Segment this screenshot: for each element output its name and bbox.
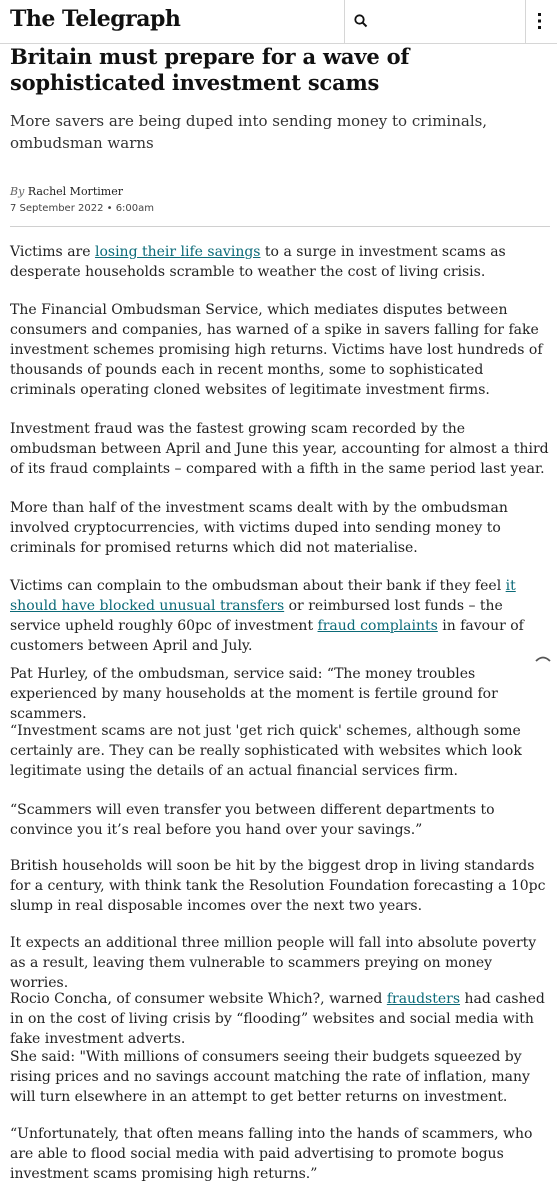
paragraph-text: had cashed in on the cost of living crisis by “flooding” websites and social media with fake investment adverts. (10, 991, 545, 1047)
inline-link[interactable]: fraud complaints (317, 618, 438, 634)
author-name[interactable]: Rachel Mortimer (27, 185, 123, 198)
paragraph-text: Rocio Concha, of consumer website Which?, warned (10, 991, 387, 1007)
paragraph-text: or reimbursed lost funds – the service upheld roughly 60pc of investment (10, 598, 503, 634)
paragraph-text: to a surge in investment scams as desperate households scramble to weather the cost of living crisis. (10, 244, 506, 280)
article-paragraph (10, 856, 550, 916)
byline (10, 185, 123, 198)
article-paragraph (10, 989, 550, 1049)
article-paragraph (10, 300, 550, 400)
paragraph-text: “Unfortunately, that often means falling into the hands of scammers, who are able to flood social media with paid advertising to promote bogus investment scams promising high returns.” (10, 1126, 533, 1182)
paragraph-text: Victims can complain to the ombudsman about their bank if they feel (10, 578, 506, 594)
paragraph-text: “Scammers will even transfer you between different departments to convince you it’s real before you hand over your savings.” (10, 802, 495, 838)
header-divider (10, 226, 550, 227)
paragraph-text: in favour of customers between April and July. (10, 618, 524, 654)
article-paragraph (10, 664, 550, 724)
paragraph-text: British households will soon be hit by the biggest drop in living standards for a century, with think tank the Resolution Foundation forecasting a 10pc slump in real disposable incomes over the next two years. (10, 858, 546, 914)
scroll-up-icon[interactable] (534, 653, 552, 663)
more-menu-icon (538, 12, 552, 30)
paragraph-text: Investment fraud was the fastest growing scam recorded by the ombudsman between April and June this year, accounting for almost a third of its fraud complaints – compared with a fifth in the same period last year. (10, 421, 549, 477)
site-logo[interactable]: The Telegraph (10, 6, 181, 32)
inline-link[interactable]: losing their life savings (94, 244, 261, 260)
article-paragraph (10, 721, 550, 781)
menu-button[interactable] (526, 0, 557, 44)
paragraph-text: Victims are (10, 244, 95, 260)
article-paragraph (10, 498, 550, 558)
article-standfirst: More savers are being duped into sending money to criminals, ombudsman warns (10, 112, 488, 152)
article-paragraph (10, 800, 550, 840)
paragraph-text: More than half of the investment scams dealt with by the ombudsman involved cryptocurrencies, with victims duped into sending money to criminals for promised returns which did not materialise. (10, 500, 508, 556)
publish-date: 7 September 2022 • 6:00am (10, 203, 155, 214)
article-paragraph (10, 1047, 550, 1107)
article-headline: Britain must prepare for a wave of sophisticated investment scams (10, 44, 410, 95)
byline-prefix: By (10, 185, 25, 198)
article-paragraph (10, 576, 550, 656)
top-navigation-bar (0, 0, 557, 44)
paragraph-text: “Investment scams are not just 'get rich quick' schemes, although some certainly are. They can be really sophisticated with websites which look legitimate using the details of an actual financial services firm. (10, 723, 522, 779)
paragraph-text: It expects an additional three million people will fall into absolute poverty as a result, leaving them vulnerable to scammers preying on money worries. (10, 935, 537, 991)
article-paragraph (10, 419, 550, 479)
inline-link[interactable]: fraudsters (386, 991, 460, 1007)
paragraph-text: Pat Hurley, of the ombudsman, service said: “The money troubles experienced by many households at the moment is fertile ground for scammers. (10, 666, 498, 722)
paragraph-text: She said: "With millions of consumers seeing their budgets squeezed by rising prices and no savings account matching the rate of inflation, many will turn elsewhere in an attempt to get better returns on investment. (10, 1049, 530, 1105)
article-paragraph (10, 242, 550, 282)
search-icon (353, 13, 369, 29)
article-paragraph (10, 933, 550, 993)
paragraph-text: The Financial Ombudsman Service, which mediates disputes between consumers and companies, has warned of a spike in savers falling for fake investment schemes promising high returns. Victims have lost hundreds of thousands of pounds each in recent months, some to sophisticated criminals operating cloned websites of legitimate investment firms. (10, 302, 543, 398)
article-paragraph (10, 1124, 550, 1184)
inline-link[interactable]: it should have blocked unusual transfers (10, 578, 516, 614)
search-button[interactable] (345, 0, 525, 44)
